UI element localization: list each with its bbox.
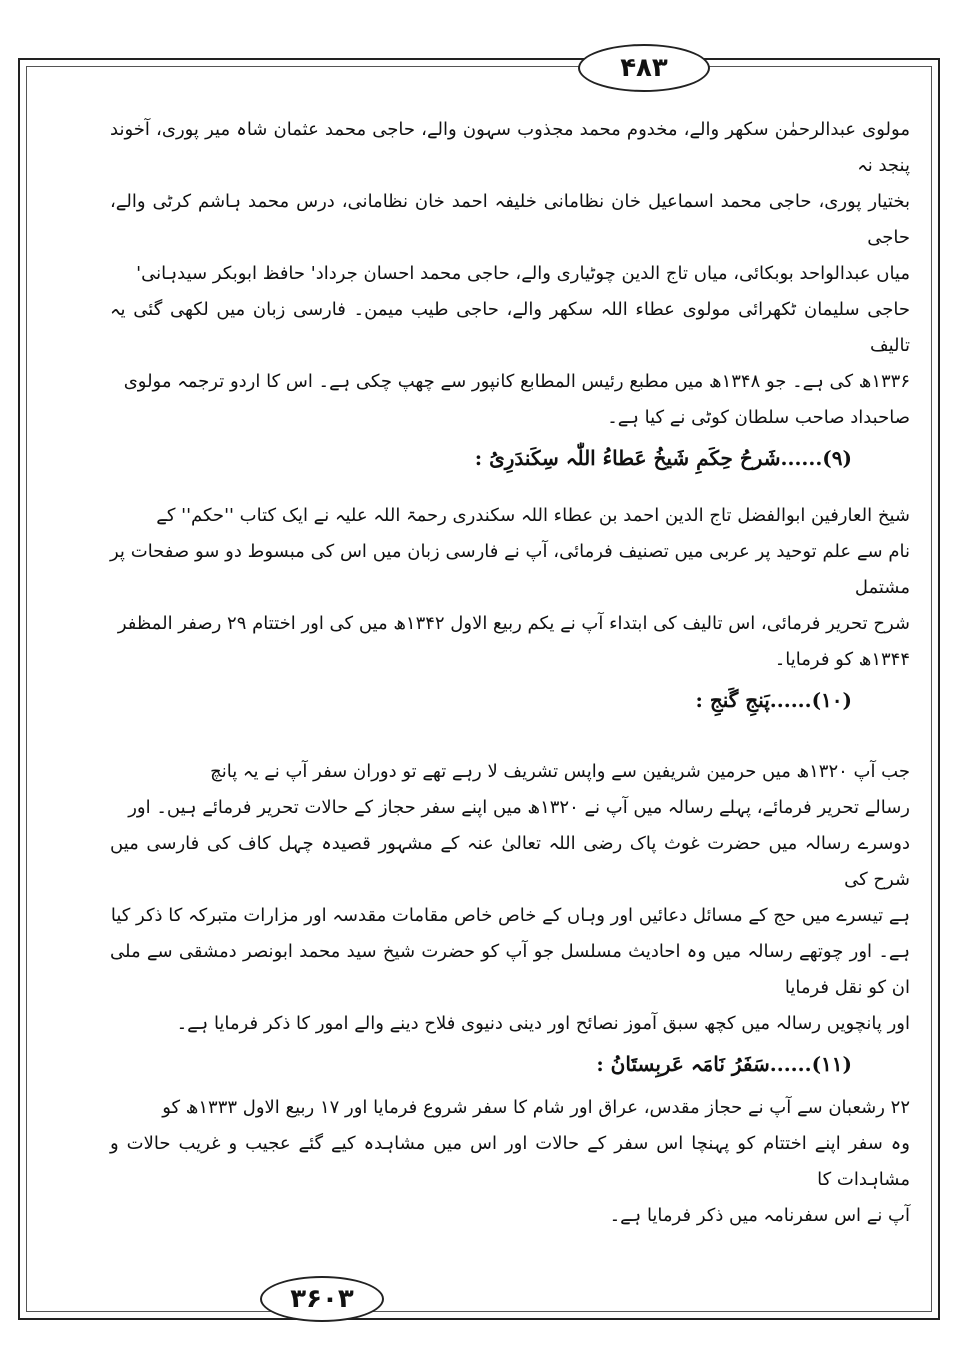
section-9-paragraph (110, 498, 910, 678)
text-line: ہے تیسرے میں حج کے مسائل دعائیں اور وہاں کے خاص خاص مقامات مقدسہ اور مزارات متبرکہ کا ذکر کیا (110, 905, 910, 926)
text-line: شرح تحریر فرمائی، اس تالیف کی ابتداء آپ نے یکم ربیع الاول ۱۳۴۲ھ میں کی اور اختتام ۲۹ رصفر المظفر (117, 613, 910, 634)
text-line: میاں عبدالواحد بوبکائی، میاں تاج الدین چوٹیاری والے، حاجی محمد احسان جرداد' حافظ ابوبکر سیدہانی' (136, 263, 910, 284)
section-heading-10: (۱۰)......پَنجِ گَنجِ : (695, 688, 852, 712)
page-number-top: ۴۸۳ (578, 44, 710, 92)
text-line: آپ نے اس سفرنامہ میں ذکر فرمایا ہے۔ (609, 1205, 910, 1226)
text-line: اور پانچویں رسالہ میں کچھ سبق آموز نصائح اور دینی دنیوی فلاح دینے والے امور کا ذکر فرمایا ہے۔ (176, 1013, 910, 1034)
text-line: ۱۳۳۶ھ کی ہے۔ جو ۱۳۴۸ھ میں مطبع رئیس المطابع کانپور سے چھپ چکی ہے۔ اس کا اردو ترجمہ مولوی (123, 371, 910, 392)
text-line: ۱۳۴۴ھ کو فرمایا۔ (774, 649, 910, 670)
text-line: جب آپ ۱۳۲۰ھ میں حرمین شریفین سے واپس تشریف لا رہے تھے تو دوران سفر آپ نے یہ پانچ (210, 761, 910, 782)
text-line: وہ سفر اپنے اختتام کو پہنچا اس سفر کے حالات اور اس میں مشاہدہ کیے گئے عجیب و غریب حالات و مشاہدات کا (110, 1133, 910, 1190)
text-line: شیخ العارفین ابوالفضل تاج الدین احمد بن عطاء اللہ سکندری رحمۃ اللہ علیہ نے ایک کتاب ''حکم'' کے (156, 505, 910, 526)
text-line: نام سے علم توحید پر عربی میں تصنیف فرمائی، آپ نے فارسی زبان میں اس کی مبسوط دو سو صفحات پر مشتمل (110, 541, 910, 598)
section-11-paragraph (110, 1090, 910, 1234)
page-number-bottom: ۳۶۰۳ (260, 1276, 384, 1322)
text-line: حاجی سلیمان ٹکھرائی مولوی عطاء اللہ سکھر والے، حاجی طیب میمن۔ فارسی زبان میں لکھی گئی یہ تالیف (110, 299, 910, 356)
text-line: رسالے تحریر فرمائے، پہلے رسالہ میں آپ نے ۱۳۲۰ھ میں اپنے سفر حجاز کے حالات تحریر فرمائے ہیں۔ اور (128, 797, 910, 818)
text-line: دوسرے رسالہ میں حضرت غوث پاک رضی اللہ تعالیٰ عنہ کے مشہور قصیدہ چہل کاف کی فارسی میں شرح کی (110, 833, 910, 890)
text-line: ۲۲ رشعبان سے آپ نے حجاز مقدس، عراق اور شام کا سفر شروع فرمایا اور ۱۷ ربیع الاول ۱۳۳۳ھ کو (162, 1097, 910, 1118)
section-heading-11: (۱۱)......سَفَرُ نَامَہ عَربِستَانُ : (596, 1052, 852, 1076)
intro-paragraph (110, 112, 910, 436)
text-line: صاحبداد صاحب سلطان کوٹی نے کیا ہے۔ (607, 407, 910, 428)
text-line: ہے۔ اور چوتھے رسالہ میں وہ احادیث مسلسل جو آپ کو حضرت شیخ سید محمد ابونصر دمشقی سے ملی ان کو نقل فرمایا (110, 941, 910, 998)
page-content (110, 112, 910, 1234)
section-heading-9: (۹)......شَرحُ حِکَمِ شَیخُ عَطاءُ اللّٰہ سِکَندَرِیُ : (474, 446, 852, 470)
section-10-paragraph (110, 754, 910, 1042)
text-line: مولوی عبدالرحمٰن سکھر والے، مخدوم محمد مجذوب سہون والے، حاجی محمد عثمان شاہ میر پوری، آخوند پنجد نہ (110, 119, 910, 176)
text-line: بختیار پوری، حاجی محمد اسماعیل خان نظامانی خلیفہ احمد خان نظامانی، درس محمد ہاشم کرٹی والے، حاجی (110, 191, 910, 248)
